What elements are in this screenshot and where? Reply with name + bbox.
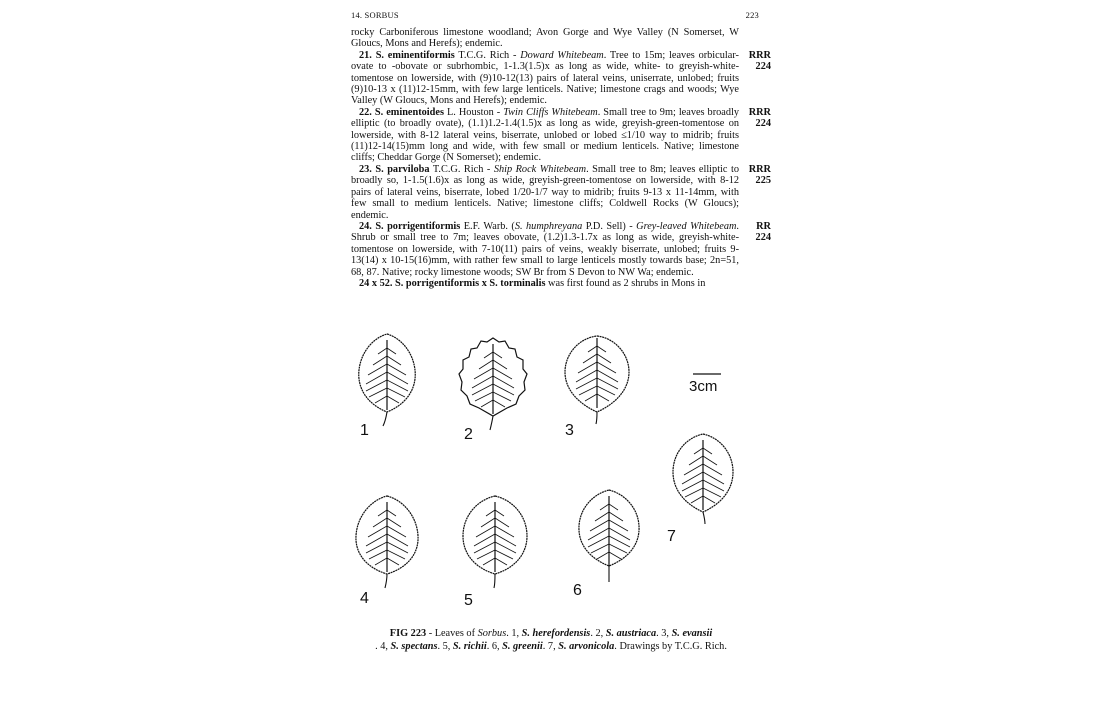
leaf-label-2: 2 (464, 426, 473, 443)
leaf-drawings (327, 316, 775, 616)
description: . Small tree to 8m; leaves elliptic to broadly so, 1-1.5(1.6)x as long as wide, greyish-green-tomentose on lowerside, with 8-12 pairs of lateral veins, biserrate, lobed 1/20-1/7 way to midrib; fruits 9-13 x 11-14mm, with few small to medium lenticels. Native; limestone cliffs; Coldwell Rocks (W Gloucs); endemic. (351, 163, 740, 221)
synonym-author: P.D. Sell) - (582, 220, 637, 232)
leaf-label-6: 6 (573, 582, 582, 599)
synonym: S. humphreyana (514, 220, 583, 232)
rarity-marker: RR 224 (755, 220, 771, 244)
book-page (327, 0, 775, 720)
leaf-2-drawing (459, 338, 527, 430)
leaf-6-drawing (579, 490, 639, 582)
common-name: Ship Rock Whitebeam (493, 163, 587, 175)
leaf-figure (327, 316, 775, 616)
figure-page-ref: 224 (755, 61, 771, 73)
leaf-label-5: 5 (464, 592, 473, 609)
rarity-marker: RRR 225 (748, 163, 771, 187)
common-name: Grey-leaved Whitebeam (636, 220, 737, 232)
author: T.C.G. Rich - (429, 163, 494, 175)
scale-label: 3cm (689, 378, 718, 395)
figure-page-ref: 224 (755, 232, 771, 244)
running-header (351, 10, 759, 22)
continuation-paragraph: rocky Carboniferous limestone woodland; Avon Gorge and Wye Valley (N Somerset, W Gloucs, Mons and Herefs); endemic. (351, 27, 739, 50)
author: L. Houston - (443, 106, 504, 118)
species-name: S. eminentiformis (375, 49, 455, 61)
caption-genus: Sorbus (477, 628, 507, 639)
leaf-label-3: 3 (565, 422, 574, 439)
species-name: S. porrigentiformis (375, 220, 461, 232)
page-number: 223 (745, 10, 759, 20)
description: . Small tree to 9m; leaves broadly elliptic (to broadly ovate), (1.1)1.2-1.4(1.5)x as long as wide, greyish-green-tomentose on lowerside, with 8-12 lateral veins, biserrate, unlobed or lobed ≤1/10 way to midrib; fruits (11)12-14(15)mm long and wide, with few small or medium lenticels. Native; limestone cliffs; Cheddar Gorge (N Somerset); endemic. (351, 106, 740, 164)
figure-page-ref: 225 (755, 175, 771, 187)
rarity-marker: RRR 224 (748, 106, 771, 130)
leaf-1-drawing (359, 334, 416, 426)
leaf-3-drawing (565, 336, 629, 424)
species-entry-22 (351, 106, 771, 164)
hybrid-title: 24 x 52. S. porrigentiformis x S. torminalis (359, 277, 546, 289)
author: T.C.G. Rich - (454, 49, 521, 61)
hybrid-entry (351, 278, 739, 289)
entry-number: 23. (359, 163, 372, 175)
chapter-title: 14. SORBUS (351, 10, 399, 20)
species-entry-24 (351, 220, 771, 278)
leaf-label-7: 7 (667, 528, 676, 545)
figure-page-ref: 224 (755, 118, 771, 130)
entry-number: 22. (359, 106, 372, 118)
leaf-label-1: 1 (360, 422, 369, 439)
body-text (351, 27, 771, 289)
hybrid-description: was first found as 2 shrubs in Mons in (545, 277, 706, 289)
entry-number: 24. (359, 220, 372, 232)
entry-number: 21. (359, 49, 372, 61)
species-name: S. eminentoides (374, 106, 444, 118)
leaf-5-drawing (463, 496, 527, 588)
leaf-7-drawing (673, 434, 733, 524)
author: E.F. Warb. ( (460, 220, 515, 232)
description: . Tree to 15m; leaves orbicular-ovate to -obovate or subrhombic, 1-1.3(1.5)x as long as wide, white- to greyish-white-tomentose on lowerside, with (9)10-12(13) pairs of lateral veins, uniserrate, unlobed; fruits (9)10-13 x (11)12-15mm, with few large lenticels. Native; limestone crags and woods; Wye Valley (W Gloucs, Mons and Herefs); endemic. (351, 49, 739, 107)
leaf-label-4: 4 (360, 590, 369, 607)
species-entry-21 (351, 49, 771, 107)
leaf-4-drawing (356, 496, 418, 588)
species-name: S. parviloba (375, 163, 430, 175)
common-name: Doward Whitebeam (520, 49, 604, 61)
rarity-marker: RRR 224 (748, 49, 771, 73)
figure-caption: FIG 223 - Leaves of Sorbus. 1, S. herefordensis. 2, S. austriaca. 3, S. evansii . 4, S. spectans. 5, S. richii. 6, S. greenii. 7, S. arvonicola. Drawings by T.C.G. Rich. (375, 628, 727, 652)
description: . Shrub or small tree to 7m; leaves obovate, (1.2)1.3-1.7x as long as wide, greyish-white-tomentose on lowerside, with 7-10(11) pairs of veins, weakly biserrate, unlobed; fruits 9-13(14) x 10-15(16)mm, with rather few small to large lenticels mostly towards base; 2n=51, 68, 87. Native; rocky limestone woods; SW Br from S Devon to NW Wa; endemic. (351, 220, 739, 278)
species-entry-23 (351, 163, 771, 221)
caption-fig-number: FIG 223 (389, 628, 427, 639)
common-name: Twin Cliffs Whitebeam (503, 106, 598, 118)
